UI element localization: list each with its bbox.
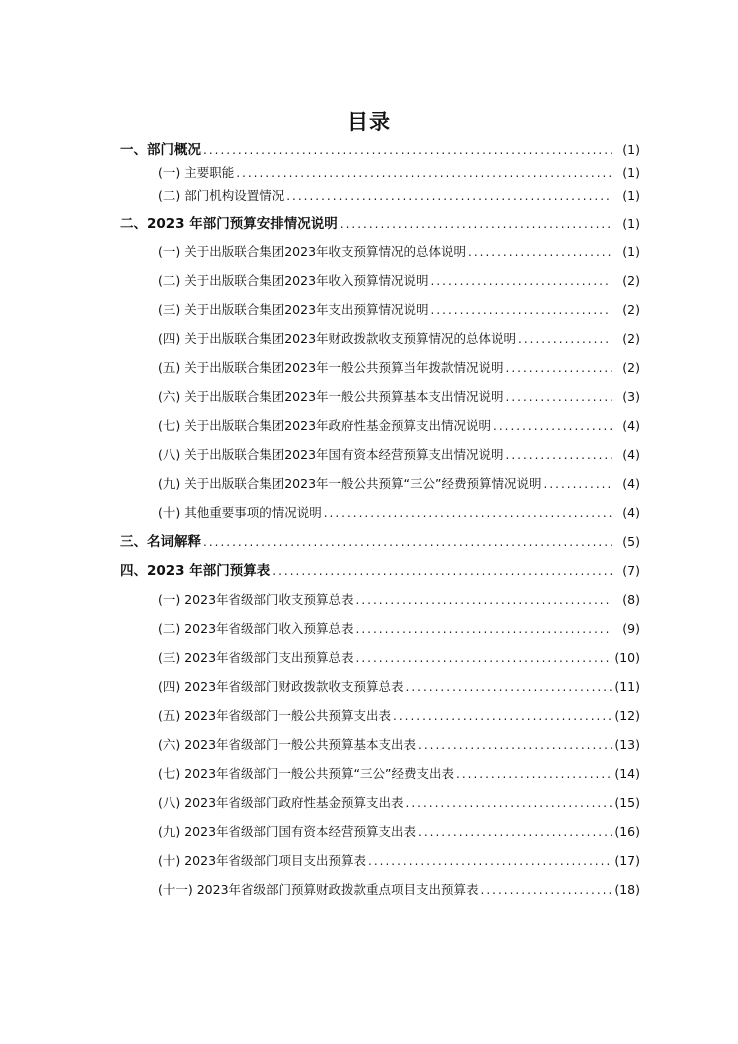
toc-dot-leader: [418, 822, 612, 842]
toc-page-number: (9): [622, 621, 640, 636]
toc-subsection-entry[interactable]: [158, 242, 640, 262]
toc-dot-leader: [506, 445, 612, 465]
toc-page-number: (4): [622, 505, 640, 520]
toc-entry-label: (九) 关于出版联合集团2023年一般公共预算“三公”经费预算情况说明: [158, 476, 542, 491]
toc-subsection-entry[interactable]: [158, 186, 640, 206]
toc-page-number: (3): [622, 389, 640, 404]
toc-subsection-entry[interactable]: [158, 300, 640, 320]
toc-entry-label: (七) 2023年省级部门一般公共预算“三公”经费支出表: [158, 766, 454, 781]
toc-subsection-entry[interactable]: [158, 706, 640, 726]
toc-entry-label: (十) 2023年省级部门项目支出预算表: [158, 853, 367, 868]
toc-page-number: (16): [614, 824, 640, 839]
toc-page-number: (4): [622, 476, 640, 491]
toc-subsection-entry[interactable]: [158, 358, 640, 378]
toc-dot-leader: [431, 271, 612, 291]
toc-entry-label: (三) 关于出版联合集团2023年支出预算情况说明: [158, 302, 429, 317]
toc-dot-leader: [506, 358, 612, 378]
toc-subsection-entry[interactable]: [158, 822, 640, 842]
toc-page-number: (1): [622, 188, 640, 203]
toc-subsection-entry[interactable]: [158, 416, 640, 436]
toc-entry-label: (一) 关于出版联合集团2023年收支预算情况的总体说明: [158, 244, 467, 259]
toc-page-number: (1): [622, 165, 640, 180]
toc-entry-label: (十) 其他重要事项的情况说明: [158, 505, 322, 520]
toc-dot-leader: [203, 532, 612, 552]
toc-entry-label: (六) 2023年省级部门一般公共预算基本支出表: [158, 737, 417, 752]
toc-section-entry[interactable]: [120, 214, 640, 234]
toc-entry-label: 四、2023 年部门预算表: [120, 563, 271, 579]
toc-page-number: (2): [622, 273, 640, 288]
toc-entry-label: (一) 主要职能: [158, 165, 235, 180]
toc-entry-label: (二) 关于出版联合集团2023年收入预算情况说明: [158, 273, 429, 288]
toc-entry-label: (十一) 2023年省级部门预算财政拨款重点项目支出预算表: [158, 882, 479, 897]
toc-dot-leader: [431, 300, 612, 320]
toc-subsection-entry[interactable]: [158, 387, 640, 407]
toc-subsection-entry[interactable]: [158, 764, 640, 784]
toc-entry-label: (七) 关于出版联合集团2023年政府性基金预算支出情况说明: [158, 418, 492, 433]
toc-dot-leader: [493, 416, 612, 436]
toc-page-number: (14): [614, 766, 640, 781]
toc-subsection-entry[interactable]: [158, 648, 640, 668]
toc-dot-leader: [368, 851, 612, 871]
toc-entry-label: (六) 关于出版联合集团2023年一般公共预算基本支出情况说明: [158, 389, 504, 404]
toc-entry-label: (五) 2023年省级部门一般公共预算支出表: [158, 708, 392, 723]
toc-dot-leader: [418, 735, 612, 755]
toc-title: 目录: [347, 110, 391, 134]
toc-entry-label: (三) 2023年省级部门支出预算总表: [158, 650, 354, 665]
toc-dot-leader: [518, 329, 612, 349]
toc-subsection-entry[interactable]: [158, 851, 640, 871]
toc-dot-leader: [340, 214, 612, 234]
toc-page-number: (2): [622, 360, 640, 375]
toc-subsection-entry[interactable]: [158, 445, 640, 465]
toc-section-entry[interactable]: [120, 561, 640, 581]
toc-page-number: (1): [622, 142, 640, 157]
toc-section-entry[interactable]: [120, 140, 640, 160]
toc-subsection-entry[interactable]: [158, 271, 640, 291]
toc-entry-label: 三、名词解释: [120, 534, 201, 550]
toc-entry-label: (八) 关于出版联合集团2023年国有资本经营预算支出情况说明: [158, 447, 504, 462]
toc-section-entry[interactable]: [120, 532, 640, 552]
toc-subsection-entry[interactable]: [158, 880, 640, 900]
toc-dot-leader: [393, 706, 612, 726]
toc-entry-label: (九) 2023年省级部门国有资本经营预算支出表: [158, 824, 417, 839]
toc-dot-leader: [456, 764, 612, 784]
toc-dot-leader: [356, 619, 612, 639]
toc-page-number: (8): [622, 592, 640, 607]
toc-dot-leader: [203, 140, 612, 160]
toc-subsection-entry[interactable]: [158, 793, 640, 813]
toc-subsection-entry[interactable]: [158, 163, 640, 183]
toc-page-number: (2): [622, 302, 640, 317]
toc-page-number: (5): [622, 534, 640, 549]
toc-entry-label: 二、2023 年部门预算安排情况说明: [120, 216, 338, 232]
toc-entry-label: (四) 关于出版联合集团2023年财政拨款收支预算情况的总体说明: [158, 331, 517, 346]
toc-subsection-entry[interactable]: [158, 503, 640, 523]
toc-page-number: (12): [614, 708, 640, 723]
toc-page-number: (15): [614, 795, 640, 810]
toc-dot-leader: [286, 186, 612, 206]
toc-page-number: (7): [622, 563, 640, 578]
toc-entry-label: (四) 2023年省级部门财政拨款收支预算总表: [158, 679, 404, 694]
toc-subsection-entry[interactable]: [158, 590, 640, 610]
toc-dot-leader: [356, 648, 612, 668]
toc-subsection-entry[interactable]: [158, 619, 640, 639]
toc-page-number: (4): [622, 447, 640, 462]
toc-subsection-entry[interactable]: [158, 474, 640, 494]
toc-dot-leader: [506, 387, 612, 407]
toc-entry-label: (五) 关于出版联合集团2023年一般公共预算当年拨款情况说明: [158, 360, 504, 375]
toc-subsection-entry[interactable]: [158, 735, 640, 755]
toc-subsection-entry[interactable]: [158, 329, 640, 349]
toc-dot-leader: [406, 677, 612, 697]
toc-dot-leader: [272, 561, 612, 581]
toc-dot-leader: [356, 590, 612, 610]
toc-entry-label: (八) 2023年省级部门政府性基金预算支出表: [158, 795, 404, 810]
toc-dot-leader: [406, 793, 612, 813]
toc-dot-leader: [481, 880, 612, 900]
toc-dot-leader: [324, 503, 612, 523]
toc-page-number: (4): [622, 418, 640, 433]
toc-page-number: (17): [614, 853, 640, 868]
toc-entry-label: (二) 部门机构设置情况: [158, 188, 285, 203]
toc-page-number: (13): [614, 737, 640, 752]
toc-entry-label: (二) 2023年省级部门收入预算总表: [158, 621, 354, 636]
toc-subsection-entry[interactable]: [158, 677, 640, 697]
toc-entry-label: 一、部门概况: [120, 142, 201, 158]
toc-page-number: (2): [622, 331, 640, 346]
toc-page-number: (10): [614, 650, 640, 665]
toc-dot-leader: [544, 474, 613, 494]
toc-page-number: (1): [622, 244, 640, 259]
toc-page-number: (11): [614, 679, 640, 694]
toc-entry-label: (一) 2023年省级部门收支预算总表: [158, 592, 354, 607]
toc-dot-leader: [236, 163, 612, 183]
toc-dot-leader: [468, 242, 612, 262]
toc-page-number: (18): [614, 882, 640, 897]
toc-page-number: (1): [622, 216, 640, 231]
